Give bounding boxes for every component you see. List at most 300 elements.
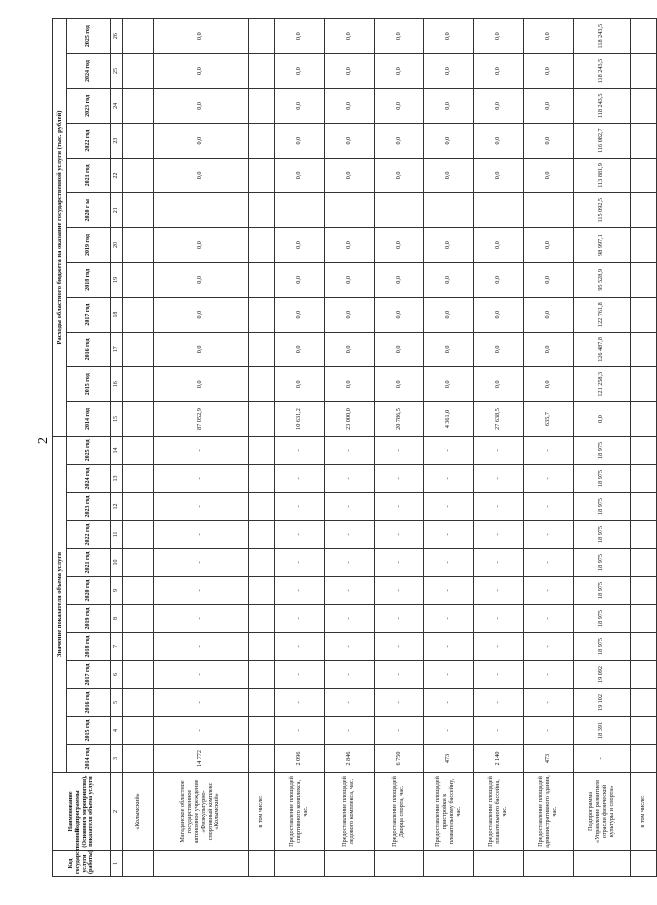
cell-budget	[248, 88, 274, 123]
cell-volume: -	[374, 633, 424, 661]
cell-volume: -	[374, 521, 424, 549]
column-number: 17	[111, 332, 123, 367]
cell-budget: 0,0	[324, 19, 374, 54]
cell-budget: 0,0	[374, 332, 424, 367]
cell-volume: 18 975	[573, 436, 630, 464]
cell-budget: 0,0	[324, 297, 374, 332]
cell-volume: -	[374, 717, 424, 745]
cell-volume	[123, 493, 154, 521]
cell-volume	[630, 549, 656, 577]
cell-volume	[630, 577, 656, 605]
cell-volume: -	[474, 521, 524, 549]
cell-budget	[123, 332, 154, 367]
cell-budget	[123, 297, 154, 332]
header-budget-year: 2021 год	[67, 158, 111, 193]
cell-volume: -	[153, 549, 248, 577]
cell-volume	[630, 661, 656, 689]
cell-budget: 118 243,5	[573, 88, 630, 123]
cell-volume: -	[424, 465, 474, 493]
cell-code	[274, 851, 324, 877]
cell-budget: 0,0	[424, 19, 474, 54]
cell-volume: -	[274, 493, 324, 521]
cell-budget	[630, 88, 656, 123]
header-code: Код государственной услуги (работы)	[53, 851, 111, 877]
cell-volume: -	[524, 436, 574, 464]
cell-volume: 18 975	[573, 605, 630, 633]
cell-volume	[123, 745, 154, 773]
column-number: 8	[111, 605, 123, 633]
cell-code	[374, 851, 424, 877]
cell-volume: -	[424, 493, 474, 521]
header-volume-year: 2020 год	[67, 577, 111, 605]
cell-volume: -	[374, 493, 424, 521]
cell-budget: 0,0	[524, 228, 574, 263]
cell-code	[524, 851, 574, 877]
cell-volume	[123, 465, 154, 493]
page-number: 2	[36, 437, 51, 444]
cell-volume	[248, 549, 274, 577]
cell-budget: 0,0	[424, 332, 474, 367]
column-number: 11	[111, 521, 123, 549]
cell-budget	[123, 228, 154, 263]
cell-volume: -	[153, 605, 248, 633]
cell-volume: -	[324, 605, 374, 633]
column-number: 4	[111, 717, 123, 745]
cell-volume: 18 975	[573, 633, 630, 661]
cell-volume: -	[474, 436, 524, 464]
cell-budget	[248, 297, 274, 332]
column-number: 7	[111, 633, 123, 661]
cell-code	[248, 851, 274, 877]
cell-volume: -	[524, 717, 574, 745]
header-volume-year: 2014 год	[67, 745, 111, 773]
cell-volume: -	[274, 549, 324, 577]
cell-name: Предоставление площадей Дворца спорта, час.	[374, 773, 424, 851]
cell-budget	[123, 193, 154, 228]
cell-budget: 95 528,9	[573, 262, 630, 297]
cell-budget: 0,0	[374, 88, 424, 123]
header-volume-year: 2019 год	[67, 605, 111, 633]
cell-budget: 0,0	[324, 88, 374, 123]
cell-volume	[630, 605, 656, 633]
cell-budget: 0,0	[153, 367, 248, 402]
cell-code	[424, 851, 474, 877]
cell-budget: 20 786,5	[374, 402, 424, 437]
cell-budget	[248, 193, 274, 228]
cell-volume: -	[374, 661, 424, 689]
cell-volume: -	[424, 689, 474, 717]
cell-volume: -	[424, 661, 474, 689]
cell-budget: 115 092,5	[573, 193, 630, 228]
header-budget-year: 2015 год	[67, 367, 111, 402]
cell-volume: -	[374, 577, 424, 605]
cell-volume: -	[374, 689, 424, 717]
cell-budget	[123, 123, 154, 158]
column-number: 24	[111, 88, 123, 123]
header-volume-year: 2018 год	[67, 633, 111, 661]
table-row	[424, 19, 474, 877]
cell-budget: 0,0	[324, 158, 374, 193]
cell-code	[630, 851, 656, 877]
cell-name: в том числе:	[248, 773, 274, 851]
column-number: 20	[111, 228, 123, 263]
cell-volume	[248, 633, 274, 661]
cell-budget	[324, 193, 374, 228]
cell-volume: -	[573, 745, 630, 773]
cell-budget	[123, 367, 154, 402]
cell-budget: 0,0	[524, 19, 574, 54]
cell-budget	[630, 19, 656, 54]
cell-budget: 98 997,1	[573, 228, 630, 263]
cell-budget	[123, 158, 154, 193]
cell-budget	[630, 262, 656, 297]
cell-budget: 4 361,0	[424, 402, 474, 437]
cell-budget	[630, 193, 656, 228]
cell-volume: 6 750	[374, 745, 424, 773]
cell-budget: 0,0	[374, 19, 424, 54]
cell-volume	[248, 661, 274, 689]
column-number: 25	[111, 54, 123, 89]
header-volume-year: 2023 год	[67, 493, 111, 521]
cell-volume	[123, 521, 154, 549]
cell-budget	[248, 228, 274, 263]
cell-budget: 116 082,7	[573, 123, 630, 158]
cell-budget	[474, 193, 524, 228]
cell-volume	[630, 521, 656, 549]
cell-volume	[123, 577, 154, 605]
cell-budget	[274, 193, 324, 228]
cell-budget: 0,0	[474, 332, 524, 367]
cell-budget	[248, 54, 274, 89]
cell-volume: -	[474, 689, 524, 717]
cell-budget	[630, 367, 656, 402]
cell-budget: 0,0	[274, 297, 324, 332]
header-budget-year: 2018 год	[67, 262, 111, 297]
cell-volume: 2 140	[474, 745, 524, 773]
cell-budget: 0,0	[274, 332, 324, 367]
cell-volume	[248, 605, 274, 633]
cell-volume: 18 975	[573, 493, 630, 521]
cell-name: Предоставление площадей административного здания, час.	[524, 773, 574, 851]
cell-volume: -	[374, 436, 424, 464]
cell-budget: 126 487,8	[573, 332, 630, 367]
cell-budget: 0,0	[474, 158, 524, 193]
column-number: 15	[111, 402, 123, 437]
cell-budget	[123, 402, 154, 437]
column-number: 18	[111, 297, 123, 332]
cell-budget	[630, 123, 656, 158]
cell-budget: 0,0	[374, 123, 424, 158]
table-row	[573, 19, 630, 877]
cell-budget: 27 638,5	[474, 402, 524, 437]
column-number: 10	[111, 549, 123, 577]
cell-budget: 0,0	[424, 158, 474, 193]
cell-budget: 0,0	[474, 123, 524, 158]
cell-budget: 0,0	[274, 123, 324, 158]
header-budget-year: 2020 г ы	[67, 193, 111, 228]
cell-budget: 0,0	[274, 88, 324, 123]
cell-volume: -	[324, 549, 374, 577]
header-volume-year: 2024 год	[67, 465, 111, 493]
cell-volume: -	[474, 465, 524, 493]
column-number: 9	[111, 577, 123, 605]
cell-budget: 0,0	[324, 367, 374, 402]
cell-budget	[630, 332, 656, 367]
cell-volume: -	[274, 521, 324, 549]
cell-volume	[248, 521, 274, 549]
cell-budget: 0,0	[153, 262, 248, 297]
cell-budget: 122 761,8	[573, 297, 630, 332]
cell-budget: 0,0	[524, 123, 574, 158]
cell-budget: 0,0	[274, 367, 324, 402]
cell-volume: -	[324, 661, 374, 689]
cell-volume: 18 975	[573, 549, 630, 577]
cell-name: «Колымский»	[123, 773, 154, 851]
cell-budget: 87 052,9	[153, 402, 248, 437]
cell-volume: -	[274, 661, 324, 689]
cell-budget: 0,0	[153, 332, 248, 367]
cell-budget: 0,0	[324, 262, 374, 297]
cell-volume: -	[274, 717, 324, 745]
table-row	[123, 19, 154, 877]
cell-budget	[424, 193, 474, 228]
cell-name: Предоставление площадей пристройки к плавательному бассейну, час.	[424, 773, 474, 851]
column-number: 12	[111, 493, 123, 521]
header-volume-group: Значение показателя объема услуги	[53, 436, 67, 772]
cell-budget: 0,0	[573, 402, 630, 437]
table-row	[374, 19, 424, 877]
table-row	[274, 19, 324, 877]
cell-budget: 0,0	[524, 158, 574, 193]
cell-budget: 0,0	[474, 54, 524, 89]
services-table	[52, 18, 657, 877]
column-number: 23	[111, 123, 123, 158]
cell-volume: 19 102	[573, 689, 630, 717]
cell-volume	[248, 436, 274, 464]
cell-budget: 0,0	[274, 228, 324, 263]
column-number: 16	[111, 367, 123, 402]
header-volume-year: 2022 год	[67, 521, 111, 549]
cell-volume: -	[524, 661, 574, 689]
cell-budget: 0,0	[424, 262, 474, 297]
cell-budget: 0,0	[474, 297, 524, 332]
cell-budget: 635,7	[524, 402, 574, 437]
cell-volume: -	[153, 493, 248, 521]
cell-volume: -	[324, 465, 374, 493]
cell-volume	[123, 436, 154, 464]
cell-volume: -	[524, 521, 574, 549]
cell-volume: -	[524, 577, 574, 605]
cell-budget: 0,0	[424, 88, 474, 123]
cell-budget: 0,0	[424, 367, 474, 402]
header-budget-year: 2014 год	[67, 402, 111, 437]
cell-volume	[123, 549, 154, 577]
cell-volume: -	[153, 661, 248, 689]
cell-volume: -	[153, 465, 248, 493]
column-number: 2	[111, 773, 123, 851]
cell-volume: 18 975	[573, 521, 630, 549]
cell-budget: 0,0	[524, 262, 574, 297]
cell-volume	[123, 605, 154, 633]
cell-volume	[630, 717, 656, 745]
cell-budget: 0,0	[153, 228, 248, 263]
cell-volume: 18 391	[573, 717, 630, 745]
cell-budget: 10 631,2	[274, 402, 324, 437]
cell-name: Подпрограмма «Управление развитием отрасли физической культуры и спорта»	[573, 773, 630, 851]
column-number: 13	[111, 465, 123, 493]
header-budget-year: 2025 год	[67, 19, 111, 54]
cell-code	[153, 851, 248, 877]
cell-volume: -	[474, 493, 524, 521]
cell-budget	[630, 297, 656, 332]
cell-volume	[248, 745, 274, 773]
cell-volume: -	[153, 521, 248, 549]
cell-volume: -	[324, 689, 374, 717]
cell-volume	[248, 717, 274, 745]
cell-volume: -	[274, 633, 324, 661]
cell-budget: 0,0	[474, 228, 524, 263]
cell-volume: -	[153, 633, 248, 661]
header-volume-year: 2017 год	[67, 661, 111, 689]
cell-volume: -	[474, 549, 524, 577]
cell-budget	[248, 123, 274, 158]
header-name: Наименование Подпрограммы (Основного мероприятия), показателя объема услуги	[53, 773, 111, 851]
cell-volume: -	[324, 577, 374, 605]
cell-volume: -	[324, 521, 374, 549]
cell-budget	[248, 367, 274, 402]
cell-volume: -	[324, 436, 374, 464]
cell-volume: 473	[524, 745, 574, 773]
cell-volume	[630, 745, 656, 773]
cell-budget: 0,0	[324, 54, 374, 89]
cell-volume: -	[324, 493, 374, 521]
cell-budget: 0,0	[474, 262, 524, 297]
cell-volume: -	[424, 633, 474, 661]
cell-budget: 0,0	[424, 297, 474, 332]
cell-volume: -	[153, 577, 248, 605]
header-budget-year: 2019 год	[67, 228, 111, 263]
table-row	[153, 19, 248, 877]
cell-volume: -	[474, 717, 524, 745]
cell-budget: 0,0	[474, 19, 524, 54]
cell-volume: -	[324, 633, 374, 661]
cell-volume: -	[274, 436, 324, 464]
table-row	[630, 19, 656, 877]
cell-budget: 118 243,5	[573, 54, 630, 89]
cell-budget: 0,0	[424, 54, 474, 89]
cell-volume: -	[424, 605, 474, 633]
cell-volume: -	[424, 577, 474, 605]
header-volume-year: 2015 год	[67, 717, 111, 745]
cell-volume: 19 092	[573, 661, 630, 689]
cell-budget: 0,0	[524, 367, 574, 402]
cell-volume: -	[474, 577, 524, 605]
table-row	[248, 19, 274, 877]
cell-volume	[630, 689, 656, 717]
cell-volume	[630, 436, 656, 464]
cell-volume: -	[374, 465, 424, 493]
cell-budget	[248, 158, 274, 193]
cell-budget: 0,0	[524, 54, 574, 89]
cell-budget	[374, 193, 424, 228]
header-budget-year: 2024 год	[67, 54, 111, 89]
cell-volume: 18 975	[573, 465, 630, 493]
cell-name: в том числе:	[630, 773, 656, 851]
cell-volume: -	[474, 605, 524, 633]
cell-code	[123, 851, 154, 877]
cell-budget	[630, 228, 656, 263]
cell-volume: 473	[424, 745, 474, 773]
cell-budget	[630, 158, 656, 193]
cell-budget: 0,0	[424, 123, 474, 158]
cell-budget: 0,0	[374, 158, 424, 193]
cell-volume: -	[374, 549, 424, 577]
cell-budget: 0,0	[374, 367, 424, 402]
header-budget-year: 2022 год	[67, 123, 111, 158]
cell-budget: 0,0	[153, 297, 248, 332]
cell-volume	[630, 465, 656, 493]
cell-volume	[123, 717, 154, 745]
header-volume-year: 2021 год	[67, 549, 111, 577]
cell-volume	[248, 493, 274, 521]
table-row	[474, 19, 524, 877]
cell-budget: 121 258,3	[573, 367, 630, 402]
header-budget-year: 2023 год	[67, 88, 111, 123]
cell-budget: 0,0	[153, 54, 248, 89]
cell-budget: 0,0	[374, 54, 424, 89]
column-number: 19	[111, 262, 123, 297]
cell-volume: -	[474, 661, 524, 689]
cell-volume	[123, 661, 154, 689]
cell-volume: -	[274, 577, 324, 605]
header-budget-group: Расходы областного бюджета на оказание государственной услуги (тыс. рублей)	[53, 19, 67, 437]
cell-budget: 0,0	[524, 332, 574, 367]
cell-budget: 23 000,0	[324, 402, 374, 437]
cell-name: Предоставление площадей спортивного комплекса, час.	[274, 773, 324, 851]
column-number: 5	[111, 689, 123, 717]
header-budget-year: 2017 год	[67, 297, 111, 332]
cell-volume: -	[474, 633, 524, 661]
cell-volume	[248, 689, 274, 717]
column-number: 3	[111, 745, 123, 773]
year-header-row	[67, 19, 111, 877]
cell-budget	[248, 402, 274, 437]
cell-volume	[123, 689, 154, 717]
cell-name: Предоставление площадей ледового комплекса, час.	[324, 773, 374, 851]
header-volume-year: 2025 год	[67, 436, 111, 464]
cell-budget: 0,0	[324, 123, 374, 158]
cell-budget: 0,0	[153, 88, 248, 123]
cell-budget	[123, 262, 154, 297]
cell-budget: 0,0	[153, 19, 248, 54]
cell-budget	[123, 19, 154, 54]
table-body	[123, 19, 657, 877]
cell-budget: 0,0	[424, 228, 474, 263]
cell-code	[474, 851, 524, 877]
cell-volume: -	[274, 465, 324, 493]
cell-volume: -	[274, 605, 324, 633]
header-volume-year: 2016 год	[67, 689, 111, 717]
cell-budget	[524, 193, 574, 228]
cell-volume: -	[153, 717, 248, 745]
cell-budget: 113 881,9	[573, 158, 630, 193]
cell-code	[573, 851, 630, 877]
column-number: 21	[111, 193, 123, 228]
cell-volume: -	[524, 465, 574, 493]
cell-volume: -	[324, 717, 374, 745]
column-number: 26	[111, 19, 123, 54]
cell-budget: 0,0	[524, 88, 574, 123]
